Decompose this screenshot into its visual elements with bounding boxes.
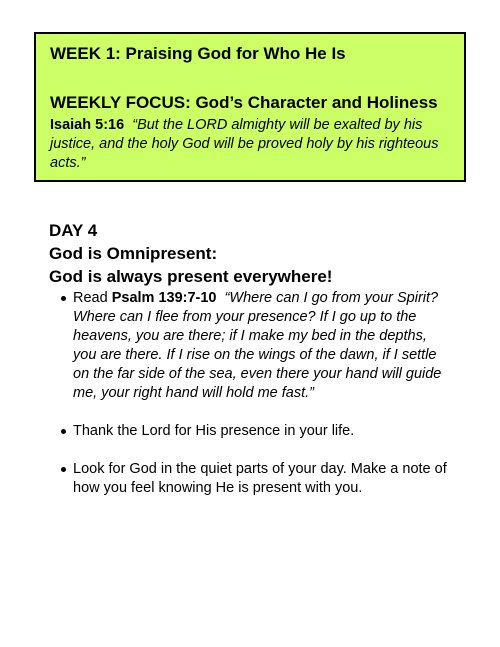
focus-verse <box>50 116 450 173</box>
week-title: WEEK 1: Praising God for Who He Is <box>50 44 346 63</box>
thank-lord-text: Thank the Lord for His presence in your life. <box>73 423 355 439</box>
list-item-look-for-god <box>49 460 449 498</box>
bullet-icon <box>61 296 66 301</box>
bullet-icon <box>61 467 66 472</box>
weekly-focus-box <box>34 32 466 182</box>
day-subtitle: God is always present everywhere! <box>49 267 333 286</box>
psalm-quote: “Where can I go from your Spirit? Where can I flee from your presence? If I go up to the heavens, you are there; if I make my bed in the depths, you are there. If I rise on the wings of the dawn, if I settle on the far side of the sea, even there your hand will guide me, your right hand will hold me fast.” <box>73 290 442 401</box>
bullet-icon <box>61 429 66 434</box>
look-for-god-text: Look for God in the quiet parts of your day. Make a note of how you feel knowing He is present with you. <box>73 461 447 496</box>
verse-reference: Isaiah 5:16 <box>50 117 125 133</box>
list-item-read-psalm <box>49 289 449 403</box>
weekly-focus-heading: WEEKLY FOCUS: God’s Character and Holiness <box>50 93 438 112</box>
read-prefix: Read <box>73 290 112 306</box>
day-title: God is Omnipresent: <box>49 244 218 263</box>
verse-text: “But the LORD almighty will be exalted by his justice, and the holy God will be proved holy by his righteous acts.” <box>50 117 439 171</box>
activity-list <box>49 289 449 517</box>
psalm-reference: Psalm 139:7-10 <box>111 290 217 306</box>
list-item-thank-lord <box>49 422 449 441</box>
day-label: DAY 4 <box>49 221 98 240</box>
day-section <box>49 219 469 496</box>
